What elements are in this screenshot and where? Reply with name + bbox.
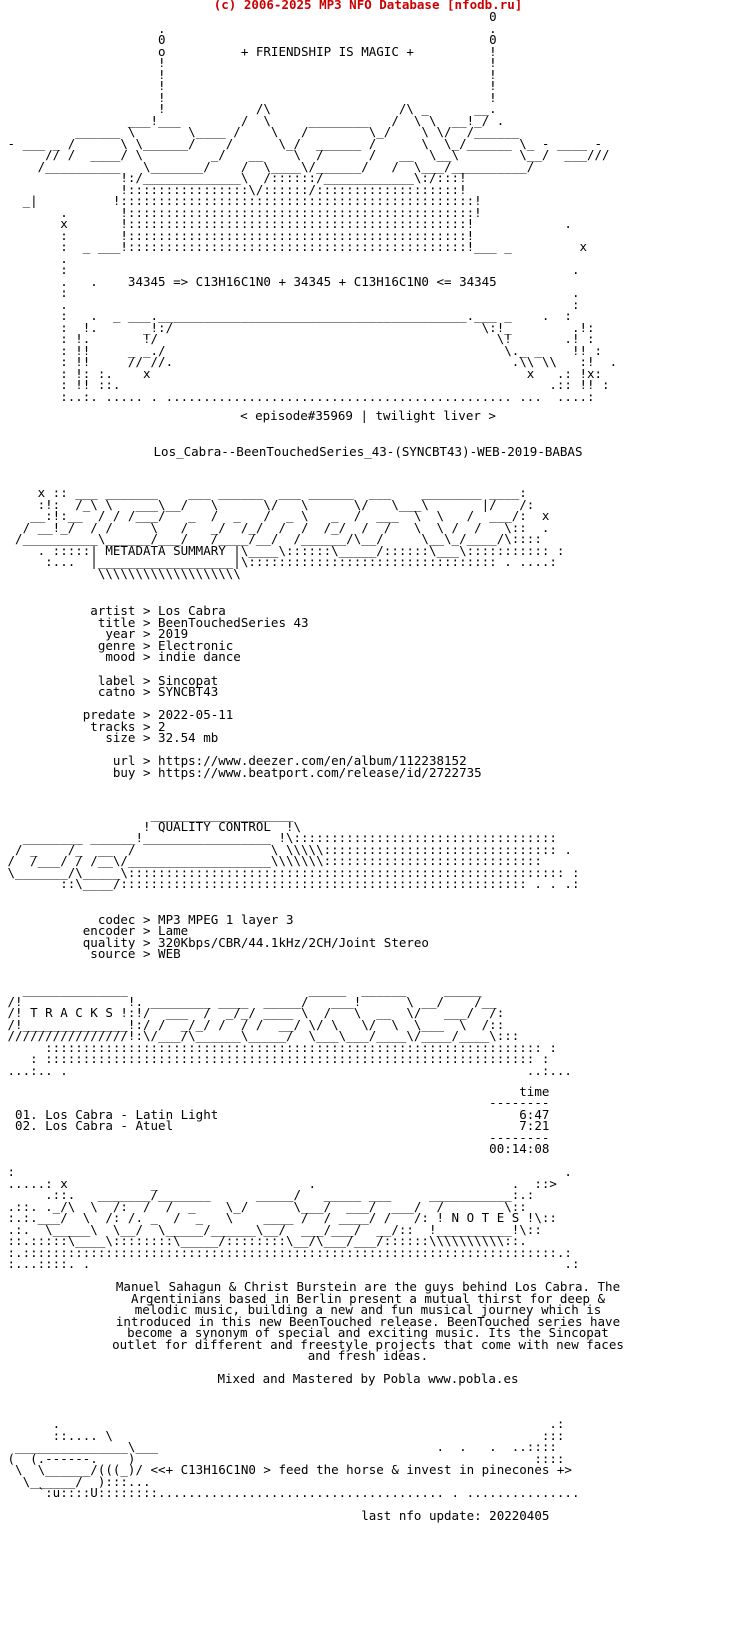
ascii-art-line: ! !	[0, 57, 497, 70]
ascii-art-line: . .	[0, 22, 497, 36]
ascii-art-line: !:/_____________\ /::::::/____________\:/:::!	[0, 172, 467, 185]
ascii-art-line: : !. _!:/ \:!_ .!:	[0, 321, 595, 335]
ascii-art-line: : !:::::::::::::::::::::::::::::::::::::::::::::!	[0, 229, 475, 243]
ascii-art-line: x !:::::::::::::::::::::::::::::::::::::::::::::! .	[0, 218, 572, 231]
quality-field: encoder > Lame	[0, 925, 189, 938]
ascii-art-line: /__________ \_______/ / \____\/______/ / \___/__________/	[0, 160, 535, 174]
ascii-art-line: :::::::::::::::::::::::::::::::::::::::::::::::::::::::::::::::::: :	[0, 1041, 557, 1055]
metadata-field: tracks > 2	[0, 721, 166, 734]
site-header: (c) 2006-2025 MP3 NFO Database [nfodb.ru]	[213, 0, 523, 12]
ascii-art-line: ////////////////!:\/___/\______\_____/ \___\___/____\/____/____\:::	[0, 1030, 520, 1043]
ascii-art-line: :!: /_\ \ ___\__/ \ \/ \ \/ \___\ |/ /:	[0, 498, 535, 512]
metadata-field: genre > Electronic	[0, 640, 234, 653]
tracks-divider: --------	[0, 1097, 550, 1110]
ascii-art-line: :...::::. . .:	[0, 1258, 580, 1271]
metadata-field: catno > SYNCBT43	[0, 686, 219, 699]
ascii-art-line: ! !	[0, 91, 497, 105]
notes-line: Manuel Sahagun & Christ Burstein are the guys behind Los Cabra. The	[115, 1281, 621, 1294]
release-name: Los_Cabra--BeenTouchedSeries_43-(SYNCBT43)-WEB-2019-BABAS	[153, 446, 583, 459]
ascii-art-line: ( (.------. ) ::::	[0, 1452, 565, 1466]
ascii-art-line: . :	[0, 298, 580, 312]
ascii-art-line: : .	[0, 264, 580, 277]
episode-line: < episode#35969 | twilight liver >	[240, 410, 496, 423]
notes-line: become a synonym of special and exciting music. Its the Sincopat	[127, 1327, 609, 1340]
ascii-art-line: /!______________!:/ / _/_/ / / / __/ \/ \ \/ \ \___ \ /::	[0, 1018, 505, 1032]
ascii-art-line: x :: ___ _______ ___ ______ ___ ______ ___ ________ ____:	[0, 487, 527, 500]
ascii-art-line: .::. _______/_______ _____/ _____ ___ ___________:.:	[0, 1189, 535, 1202]
ascii-art-line: :... |__________________|\::::::::::::::::::::::::::::::::: . ....:	[0, 556, 557, 569]
ascii-art-line: : !! ::. .:: !! :	[0, 379, 610, 392]
ascii-art-line: `:u::::U::::::::...................................... . ...............	[0, 1487, 580, 1500]
ascii-art-line: ! /\ /\ _ __.	[0, 103, 497, 116]
ascii-art-line: : .	[0, 1166, 572, 1179]
metadata-field: year > 2019	[0, 628, 189, 641]
notes-line: and fresh ideas.	[307, 1350, 429, 1363]
ascii-art-line: !::::::::::::::::\/::::::/:::::::::::::::::::!	[0, 183, 467, 197]
ascii-art-line: ________ ______!_________________ !\:::::::::::::::::::::::::::::::::::	[0, 832, 557, 845]
ascii-art-line: : _ ___!:::::::::::::::::::::::::::::::::::::::::::::!___ _ x	[0, 241, 587, 254]
ascii-art-line: 0 0	[0, 34, 497, 47]
ascii-art-line: ::.... \ :::	[0, 1429, 565, 1443]
notes-line: melodic music, building a new and fun musical journey which is	[134, 1304, 602, 1317]
tracks-total-time: 00:14:08	[0, 1143, 550, 1156]
quality-field: quality > 320Kbps/CBR/44.1kHz/2CH/Joint Stereo	[0, 937, 429, 950]
ascii-art-line: ::\____/:::::::::::::::::::::::::::::::::::::::::::::::::::::: . . .:	[0, 878, 580, 891]
ascii-art-line: ! QUALITY CONTROL !\	[0, 820, 302, 834]
ascii-art-line: \ \______/(((_)/ <<+ C13H16C1N0 > feed the horse & invest in pinecones +>	[0, 1464, 572, 1477]
ascii-art-line: . .:	[0, 1418, 565, 1431]
mixed-by-line: Mixed and Mastered by Pobla www.pobla.es	[217, 1373, 519, 1386]
ascii-art-line: : .	[0, 287, 580, 300]
ascii-art-line: . :::::| METADATA SUMMARY |\____\::::::\_____/::::::\___\::::::::::: :	[0, 544, 565, 558]
ascii-art-line: : !! _ _./ \._ _ !! :	[0, 344, 603, 358]
ascii-art-line: : !! // //. .\\ \\ :! .	[0, 356, 618, 369]
last-update: last nfo update: 20220405	[0, 1510, 550, 1523]
ascii-art-line: _______________\___ . . . ..::::	[0, 1441, 557, 1454]
ascii-art-line: :..:. ..... . .............................................. ... ....:	[0, 390, 595, 404]
ascii-art-line: ::.:::::\____\::::::::\_____/::::::::\__/\___/___/::::::\\\\\\\\\\::.	[0, 1235, 527, 1248]
tracks-divider: --------	[0, 1132, 550, 1145]
quality-field: source > WEB	[0, 948, 181, 961]
ascii-art-line: / _ /_ __ / \ \\\\\::::::::::::::::::::::::::::::: .	[0, 843, 572, 857]
ascii-art-line: ! !	[0, 80, 497, 93]
track-row: 02. Los Cabra - Atuel 7:21	[0, 1120, 550, 1133]
metadata-field: mood > indie dance	[0, 651, 241, 664]
ascii-art-line: . . 34345 => C13H16C1N0 + 34345 + C13H16C1N0 <= 34345	[0, 275, 497, 289]
ascii-art-line: . !::::::::::::::::::::::::::::::::::::::::::::::!	[0, 206, 482, 220]
ascii-art-line: ...:.. . ..:...	[0, 1064, 572, 1078]
ascii-art-line: __:!:__ / / /___/ _ / _ / _ \ _ / ___ \ \ / ___/: x	[0, 510, 550, 523]
metadata-field: predate > 2022-05-11	[0, 709, 234, 722]
notes-line: outlet for different and freestyle projects that come with new faces	[112, 1338, 624, 1352]
notes-line: introduced in this new BeenTouched release. BeenTouched series have	[115, 1315, 621, 1329]
ascii-art-line: ___!___ / \ ________ / \ \ __!_/ .	[0, 114, 505, 128]
ascii-art-line: :.:.___/ \ /: /. _ / _ \ ____ / / ____/ / /: ! N O T E S !\::	[0, 1212, 557, 1225]
ascii-art-line: : . _ ___._________________________________________.___ _ . :	[0, 310, 572, 323]
ascii-art-line: /! T R A C K S !:!/ ___ / _/_/ ____ \ / \ __ \/ ___/ /:	[0, 1007, 505, 1020]
metadata-field: title > BeenTouchedSeries 43	[0, 617, 309, 630]
ascii-art-line: .....: x _ . . ::>	[0, 1177, 557, 1191]
ascii-art-line: o + FRIENDSHIP IS MAGIC + !	[0, 45, 497, 59]
ascii-art-line: /__________\______/___/ /____/__/ /______/\__/ \__\_/____/\::::	[0, 533, 542, 546]
ascii-art-line: 0	[0, 11, 497, 24]
ascii-art-line: : !: :. x x .: !x:	[0, 367, 603, 381]
metadata-field: label > Sincopat	[0, 675, 219, 688]
ascii-art-line: .	[0, 252, 68, 266]
ascii-art-line: :.:::::::::::::::::::::::::::::::::::::::::::::::::::::::::::::::::::::::.:	[0, 1246, 572, 1260]
track-row: 01. Los Cabra - Latin Light 6:47	[0, 1109, 550, 1122]
metadata-field: artist > Los Cabra	[0, 605, 226, 618]
ascii-art-line: ___________________	[0, 809, 294, 822]
ascii-art-line: \_______/\_____\:::::::::::::::::::::::::::::::::::::::::::::::::::::::::: :	[0, 866, 580, 880]
ascii-art-line: : !. !/ \! .! :	[0, 333, 595, 346]
quality-field: codec > MP3 MPEG 1 layer 3	[0, 914, 294, 927]
ascii-art-line: \______/ ):::...	[0, 1475, 151, 1489]
ascii-art-line: ! !	[0, 68, 497, 82]
metadata-field: buy > https://www.beatport.com/release/id/2722735	[0, 767, 482, 780]
ascii-art-line: \\\\\\\\\\\\\\\\\\\	[0, 567, 241, 581]
ascii-art-line: / __!_/ / / \ / _/ /_/ / / /_/ / / \ \ / / \:: .	[0, 521, 550, 535]
ascii-art-line: ______ \ \____ / \ / \_/ \ \/ /______	[0, 126, 520, 139]
ascii-art-line: / /___/ / /__\/___________________\\\\\\\:::::::::::::::::::::::::::::	[0, 855, 542, 868]
notes-line: Argentinians based in Berlin present a mutual thirst for deep &	[130, 1292, 606, 1306]
ascii-art-line: .:. \_____\ \__/ \_____/______\__/ ___/___/ __/:: !__________!\::	[0, 1223, 542, 1237]
ascii-art-line: // / ____/ \ _/ __ \ / / __ \__\ \__/ ___///	[0, 149, 610, 162]
ascii-art-line: : ::::::::::::::::::::::::::::::::::::::::::::::::::::::::::::::::: :	[0, 1053, 550, 1066]
ascii-art-line: ______________ _____ ______ _____	[0, 984, 482, 997]
metadata-field: url > https://www.deezer.com/en/album/112238152	[0, 755, 467, 768]
ascii-art-line: /! !. ________ ____ _____/ ___! \ __/ /__	[0, 995, 497, 1009]
ascii-art-line: - ___ _ / \ \______/ / \_/ ______ / \ \_/______ \_ - ____ -	[0, 137, 603, 151]
tracks-time-header: time	[0, 1086, 550, 1099]
ascii-art-line: .::. ._/\ \ /: / / _ \_/ \___/ ___/ ___/ / \::	[0, 1200, 527, 1214]
metadata-field: size > 32.54 mb	[0, 732, 219, 745]
ascii-art-line: _| !:::::::::::::::::::::::::::::::::::::::::::::::!	[0, 195, 482, 208]
